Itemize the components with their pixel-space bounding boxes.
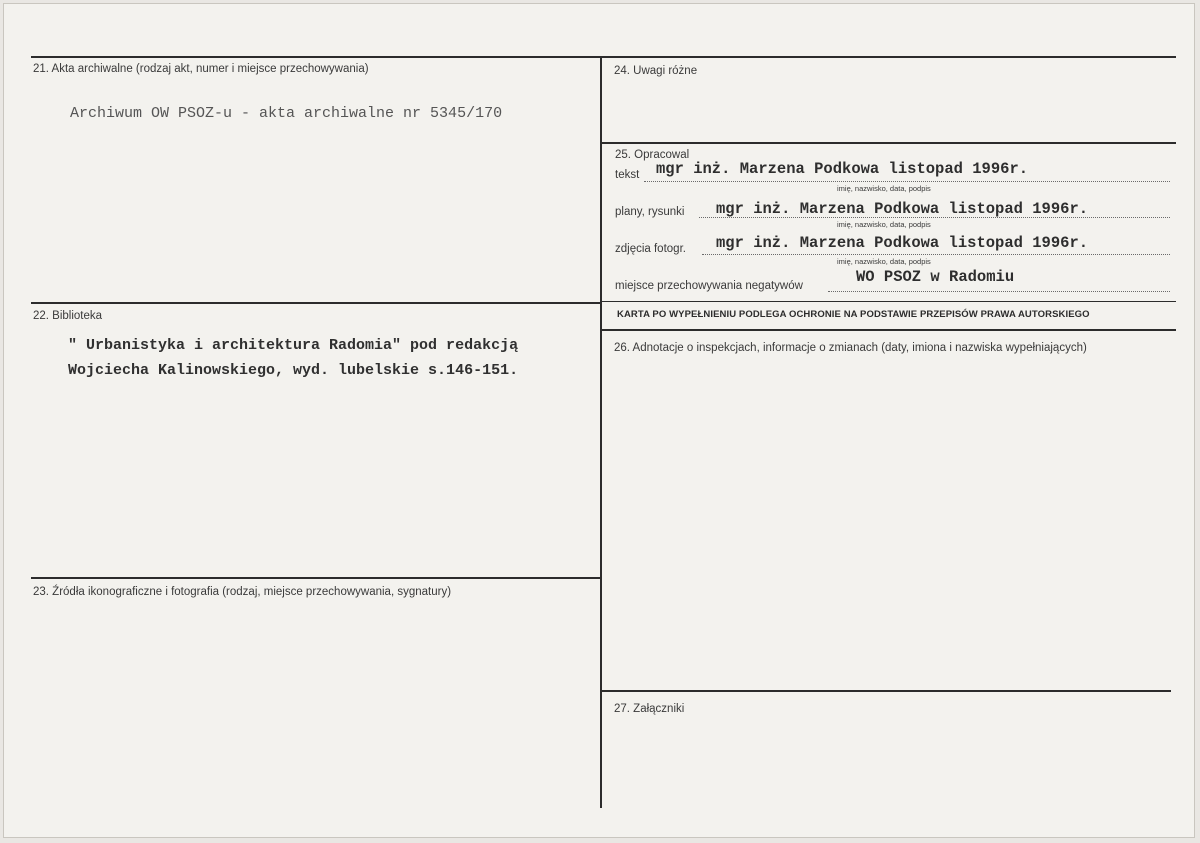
miejsce-line: [828, 291, 1170, 292]
zdjecia-label: zdjęcia fotogr.: [615, 243, 686, 255]
plany-value: mgr inż. Marzena Podkowa listopad 1996r.: [716, 200, 1089, 218]
section21-value: Archiwum OW PSOZ-u - akta archiwalne nr 5345/170: [70, 105, 503, 122]
section21-label: 21. Akta archiwalne (rodzaj akt, numer i miejsce przechowywania): [33, 63, 369, 75]
zdjecia-caption: imię, nazwisko, data, podpis: [837, 257, 931, 266]
section25-26-divider: [601, 329, 1176, 331]
top-rule: [31, 56, 1176, 58]
center-vertical-rule: [600, 56, 602, 808]
copyright-notice: KARTA PO WYPEŁNIENIU PODLEGA OCHRONIE NA PODSTAWIE PRZEPISÓW PRAWA AUTORSKIEGO: [617, 309, 1090, 320]
miejsce-label: miejsce przechowywania negatywów: [615, 280, 803, 292]
section25-notice-divider: [601, 301, 1176, 302]
section27-label: 27. Załączniki: [614, 703, 685, 715]
section25-label: 25. Opracowal: [615, 149, 690, 161]
section22-23-divider: [31, 577, 601, 579]
archival-record-card: [3, 3, 1195, 838]
section22-line2: Wojciecha Kalinowskiego, wyd. lubelskie s.146-151.: [68, 362, 519, 379]
tekst-value: mgr inż. Marzena Podkowa listopad 1996r.: [656, 160, 1029, 178]
zdjecia-value: mgr inż. Marzena Podkowa listopad 1996r.: [716, 234, 1089, 252]
tekst-line: [644, 181, 1170, 182]
section22-label: 22. Biblioteka: [33, 310, 103, 322]
section26-27-divider: [601, 690, 1171, 692]
section24-label: 24. Uwagi różne: [614, 65, 698, 77]
section22-line1: " Urbanistyka i architektura Radomia" pod redakcją: [68, 337, 519, 354]
tekst-caption: imię, nazwisko, data, podpis: [837, 184, 931, 193]
tekst-label: tekst: [615, 169, 640, 181]
section21-22-divider: [31, 302, 601, 304]
plany-caption: imię, nazwisko, data, podpis: [837, 220, 931, 229]
miejsce-value: WO PSOZ w Radomiu: [856, 268, 1015, 286]
section24-25-divider: [601, 142, 1176, 144]
zdjecia-line: [702, 254, 1170, 255]
section23-label: 23. Źródła ikonograficzne i fotografia (rodzaj, miejsce przechowywania, sygnatury): [33, 586, 452, 598]
section26-label: 26. Adnotacje o inspekcjach, informacje o zmianach (daty, imiona i nazwiska wypełniających): [614, 342, 1087, 354]
plany-label: plany, rysunki: [615, 206, 685, 218]
